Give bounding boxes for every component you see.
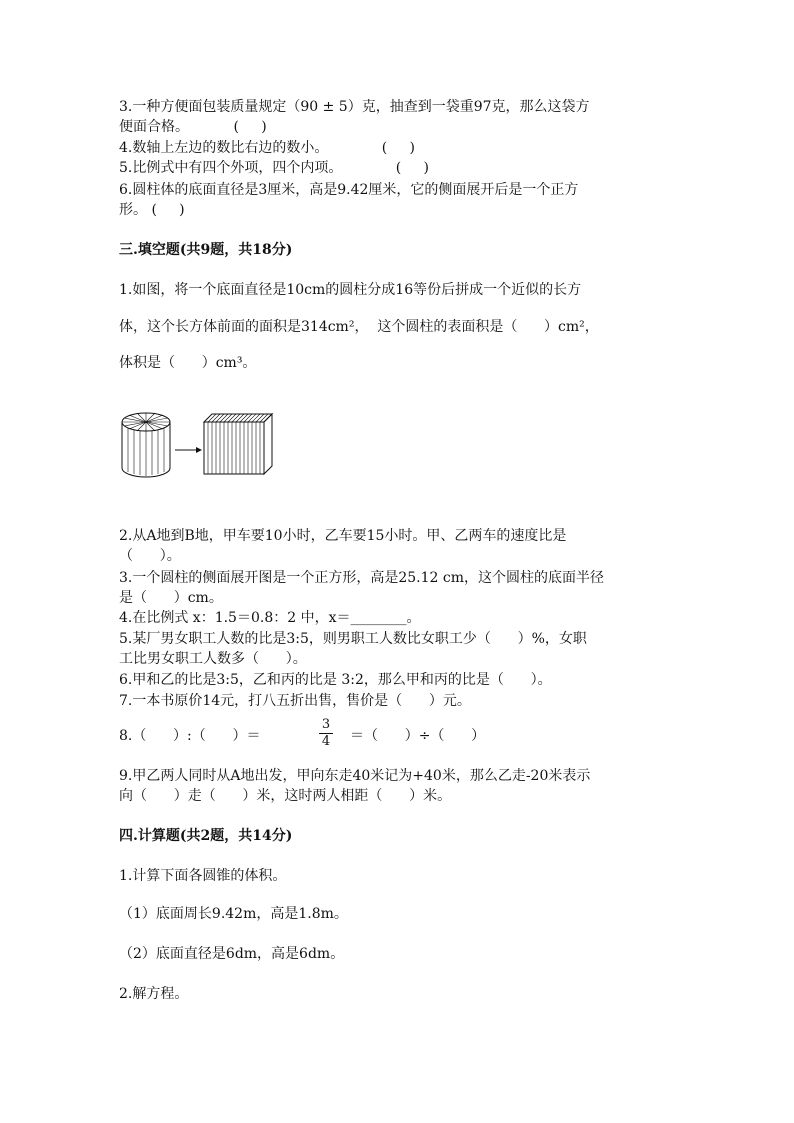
fill-q7: 7.一本书原价14元，打八五折出售，售价是（ ）元。 — [119, 693, 471, 709]
judge-q5: 5.比例式中有四个外项，四个内项。 ( ) — [119, 160, 429, 176]
fill-q3-line2: 是（ ）cm。 — [119, 590, 223, 606]
fill-q5-line1: 5.某厂男女职工人数的比是3:5，则男职工人数比女职工少（ ）%，女职 — [119, 631, 587, 647]
fill-q5-line2: 工比男女职工人数多（ ）。 — [119, 651, 307, 667]
fill-q6: 6.甲和乙的比是3:5，乙和丙的比是 3:2，那么甲和丙的比是（ ）。 — [119, 672, 552, 688]
calc-q1-part2: （2）底面直径是6dm，高是6dm。 — [119, 946, 345, 962]
cuboid-side — [264, 414, 272, 474]
fill-q4: 4.在比例式 x：1.5＝0.8：2 中，x＝________。 — [119, 610, 421, 626]
calc-q2: 2.解方程。 — [119, 986, 189, 1002]
judge-q6-line2: 形。 ( ) — [119, 202, 185, 218]
fill-q1-line2: 体，这个长方体前面的面积是314cm²， 这个圆柱的表面积是（ ）cm²， — [119, 319, 599, 335]
section3-heading: 三.填空题(共9题，共18分) — [119, 242, 293, 258]
fill-q2-line2: （ ）。 — [119, 548, 181, 564]
section4-heading: 四.计算题(共2题，共14分) — [119, 828, 293, 844]
fill-q8-part2: ＝（ ）÷（ ） — [350, 728, 486, 744]
judge-q3-line1: 3.一种方便面包装质量规定（90 ± 5）克，抽查到一袋重97克，那么这袋方 — [119, 99, 590, 115]
judge-q4: 4.数轴上左边的数比右边的数小。 ( ) — [119, 140, 415, 156]
calc-q1: 1.计算下面各圆锥的体积。 — [119, 868, 287, 884]
cuboid-top — [204, 414, 272, 422]
fill-q2-line1: 2.从A地到B地，甲车要10小时，乙车要15小时。甲、乙两车的速度比是 — [119, 528, 567, 544]
cylinder-to-cuboid-figure — [120, 408, 280, 478]
calc-q1-part1: （1）底面周长9.42m，高是1.8m。 — [119, 906, 348, 922]
fill-q9-line1: 9.甲乙两人同时从A地出发，甲向东走40米记为+40米，那么乙走-20米表示 — [119, 768, 591, 784]
fill-q9-line2: 向（ ）走（ ）米，这时两人相距（ ）米。 — [119, 788, 452, 804]
fill-q1-line3: 体积是（ ）cm³。 — [119, 355, 257, 371]
cuboid-front — [204, 422, 264, 474]
fraction-three-quarters — [319, 718, 333, 749]
judge-q3-line2: 便面合格。 ( ) — [119, 119, 267, 135]
fraction-numerator: 3 — [321, 717, 331, 732]
fill-q8-part1: 8.（ ）:（ ）＝ — [119, 728, 261, 744]
judge-q6-line1: 6.圆柱体的底面直径是3厘米，高是9.42厘米，它的侧面展开后是一个正方 — [119, 182, 579, 198]
fraction-denominator: 4 — [321, 734, 331, 749]
fill-q3-line1: 3.一个圆柱的侧面展开图是一个正方形，高是25.12 cm，这个圆柱的底面半径 — [119, 570, 605, 586]
fill-q1-line1: 1.如图，将一个底面直径是10cm的圆柱分成16等份后拼成一个近似的长方 — [119, 282, 582, 298]
arrow-head — [196, 447, 202, 453]
